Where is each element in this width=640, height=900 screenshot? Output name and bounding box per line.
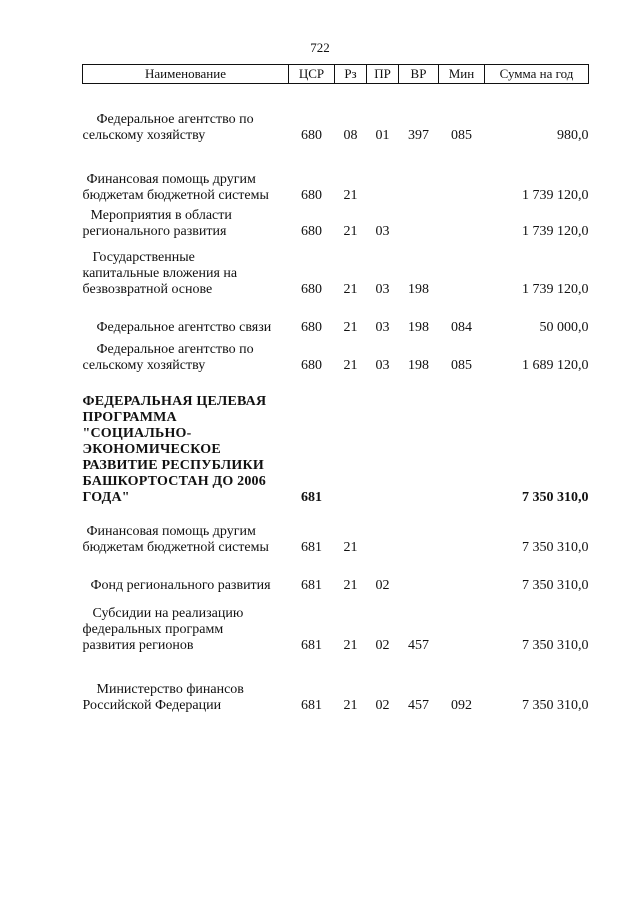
row-name-line: Государственные — [92, 250, 195, 265]
row-name-line: Финансовая помощь другим — [86, 172, 256, 187]
row-name — [83, 578, 289, 594]
row-name-line: Федеральное агентство по — [96, 342, 254, 357]
row-name-line: Финансовая помощь другим — [86, 524, 256, 539]
row-name — [83, 320, 289, 336]
row-pr — [367, 172, 399, 204]
header-csr: ЦСР — [289, 65, 335, 84]
row-rz: 21 — [343, 638, 358, 653]
row-vr: 198 — [408, 358, 429, 373]
row-csr: 680 — [301, 128, 322, 143]
row-min — [439, 250, 485, 298]
row-name — [83, 208, 289, 240]
row-name-line: ПРОГРАММА — [82, 410, 177, 425]
row-pr: 02 — [375, 578, 390, 593]
row-rz: 21 — [343, 320, 358, 335]
row-name-line: Федеральное агентство связи — [96, 320, 272, 335]
row-name-line: Фонд регионального развития — [90, 578, 271, 593]
row-name — [83, 606, 289, 654]
row-name-line: РАЗВИТИЕ РЕСПУБЛИКИ — [82, 458, 264, 473]
table-row — [83, 172, 589, 204]
row-name-line: Мероприятия в области — [90, 208, 232, 223]
row-name-line: развития регионов — [82, 638, 194, 653]
row-rz: 21 — [343, 188, 358, 203]
table-row — [83, 682, 589, 714]
row-rz: 21 — [343, 578, 358, 593]
row-vr: 397 — [408, 128, 429, 143]
row-name-line: федеральных программ — [82, 622, 224, 637]
row-rz: 21 — [343, 540, 358, 555]
row-sum: 1 739 120,0 — [522, 224, 589, 239]
table-row — [83, 342, 589, 374]
row-min — [439, 172, 485, 204]
header-min: Мин — [439, 65, 485, 84]
table-row — [83, 112, 589, 144]
row-name-line: "СОЦИАЛЬНО- — [82, 426, 192, 441]
row-rz: 21 — [343, 282, 358, 297]
row-vr — [399, 524, 439, 556]
row-pr: 03 — [375, 224, 390, 239]
table-row — [83, 208, 589, 240]
row-sum: 7 350 310,0 — [522, 638, 589, 653]
table-row — [83, 320, 589, 336]
row-name — [83, 342, 289, 374]
row-rz: 21 — [343, 224, 358, 239]
row-name — [83, 524, 289, 556]
row-name-line: регионального развития — [82, 224, 227, 239]
row-pr: 02 — [375, 698, 390, 713]
header-vr: ВР — [399, 65, 439, 84]
row-rz — [335, 394, 367, 506]
row-csr: 681 — [301, 698, 322, 713]
row-sum: 1 739 120,0 — [522, 282, 589, 297]
row-min — [439, 578, 485, 594]
row-rz: 21 — [343, 698, 358, 713]
row-name-line: сельскому хозяйству — [82, 128, 206, 143]
row-sum: 7 350 310,0 — [522, 698, 589, 713]
header-rz: Рз — [335, 65, 367, 84]
table-row — [83, 578, 589, 594]
row-name-line: ГОДА" — [82, 490, 130, 505]
row-name-line: сельскому хозяйству — [82, 358, 206, 373]
table-body — [83, 84, 589, 715]
row-vr — [399, 578, 439, 594]
row-name-line: бюджетам бюджетной системы — [82, 540, 269, 555]
row-sum: 1 739 120,0 — [522, 188, 589, 203]
table-row — [83, 394, 589, 506]
row-min — [439, 208, 485, 240]
row-min: 085 — [451, 358, 472, 373]
row-pr: 03 — [375, 282, 390, 297]
row-vr: 457 — [408, 698, 429, 713]
row-sum: 1 689 120,0 — [522, 358, 589, 373]
row-sum: 50 000,0 — [539, 320, 589, 335]
row-vr: 198 — [408, 282, 429, 297]
row-name-line: Федеральное агентство по — [96, 112, 254, 127]
table-row — [83, 606, 589, 654]
row-sum: 7 350 310,0 — [522, 490, 589, 505]
row-name-line: безвозвратной основе — [82, 282, 213, 297]
row-name-line: БАШКОРТОСТАН ДО 2006 — [82, 474, 266, 489]
row-name-line: ЭКОНОМИЧЕСКОЕ — [82, 442, 221, 457]
budget-table — [82, 64, 589, 714]
row-name-line: бюджетам бюджетной системы — [82, 188, 269, 203]
table-header-row — [83, 65, 589, 84]
row-csr: 680 — [301, 320, 322, 335]
row-name — [83, 394, 289, 506]
row-name-line: Российской Федерации — [82, 698, 222, 713]
header-name: Наименование — [83, 65, 289, 84]
header-pr: ПР — [367, 65, 399, 84]
row-vr — [399, 208, 439, 240]
row-sum: 7 350 310,0 — [522, 540, 589, 555]
row-csr: 681 — [301, 638, 322, 653]
row-rz: 08 — [343, 128, 358, 143]
row-csr: 681 — [301, 578, 322, 593]
table-row — [83, 250, 589, 298]
row-pr: 01 — [375, 128, 390, 143]
row-min — [439, 524, 485, 556]
row-pr: 03 — [375, 320, 390, 335]
row-name-line: ФЕДЕРАЛЬНАЯ ЦЕЛЕВАЯ — [82, 394, 267, 409]
row-name — [83, 250, 289, 298]
row-csr: 680 — [301, 224, 322, 239]
row-name — [83, 172, 289, 204]
row-min: 084 — [451, 320, 472, 335]
row-csr: 680 — [301, 358, 322, 373]
row-name-line: Субсидии на реализацию — [92, 606, 244, 621]
row-pr — [367, 394, 399, 506]
row-name-line: капитальные вложения на — [82, 266, 238, 281]
row-csr: 680 — [301, 282, 322, 297]
row-csr: 681 — [301, 490, 322, 505]
row-pr — [367, 524, 399, 556]
row-vr — [399, 394, 439, 506]
row-pr: 03 — [375, 358, 390, 373]
row-pr: 02 — [375, 638, 390, 653]
table-row — [83, 524, 589, 556]
row-vr — [399, 172, 439, 204]
row-name — [83, 112, 289, 144]
row-name-line: Министерство финансов — [96, 682, 244, 697]
row-min — [439, 606, 485, 654]
row-min — [439, 394, 485, 506]
row-rz: 21 — [343, 358, 358, 373]
page-number: 722 — [310, 40, 330, 55]
row-vr: 198 — [408, 320, 429, 335]
row-vr: 457 — [408, 638, 429, 653]
row-min: 092 — [451, 698, 472, 713]
header-sum: Сумма на год — [485, 65, 589, 84]
row-csr: 681 — [301, 540, 322, 555]
row-csr: 680 — [301, 188, 322, 203]
row-sum: 7 350 310,0 — [522, 578, 589, 593]
row-min: 085 — [451, 128, 472, 143]
row-sum: 980,0 — [557, 128, 589, 143]
row-name — [83, 682, 289, 714]
